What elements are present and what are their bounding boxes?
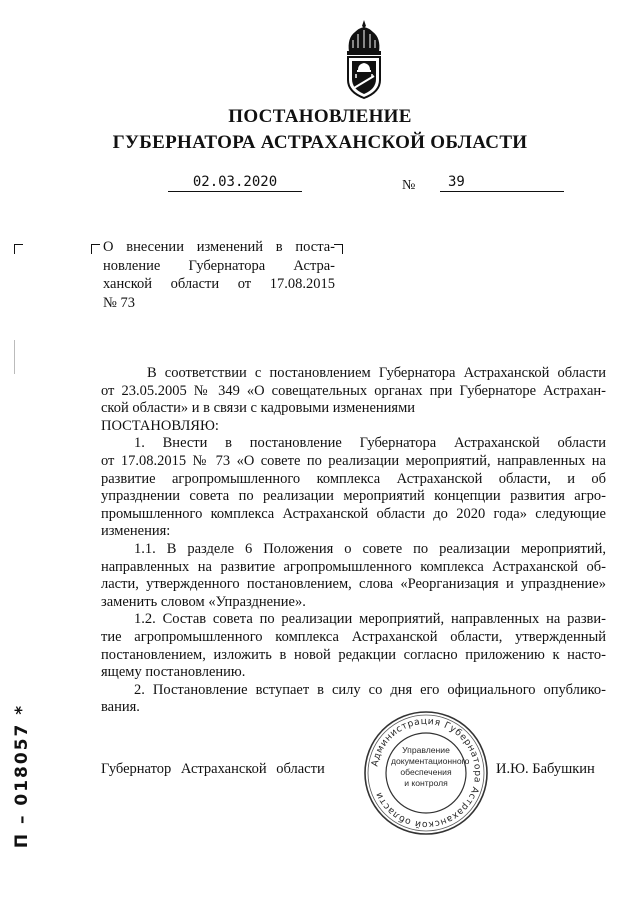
seal-center-line: Управление	[402, 745, 450, 755]
body-line: изменения:	[101, 523, 171, 540]
body-line: промышленного комплекса Астраханской области до 2020 года» следующие	[101, 505, 606, 522]
document-number: 39	[440, 174, 564, 192]
body-line: 1.2. Состав совета по реализации мероприятий, направленных на разви-	[134, 611, 606, 628]
subject-line: новление Губернатора Астра-	[103, 257, 335, 274]
seal-center-line: и контроля	[404, 778, 448, 788]
body-line: ящему постановлению.	[101, 664, 246, 681]
seal-center-line: документационного	[391, 756, 470, 766]
body-line: 1. Внести в постановление Губернатора Астраханской области	[134, 435, 606, 452]
body-line: от 23.05.2005 № 349 «О совещательных органах при Губернаторе Астрахан-	[101, 382, 606, 399]
body-line: В соответствии с постановлением Губернатора Астраханской области	[147, 365, 606, 381]
number-sign: №	[402, 178, 416, 193]
body-line: ской области» и в связи с кадровыми изменениями	[101, 400, 416, 417]
body-line: развитие агропромышленного комплекса Астраханской области, и об	[101, 470, 606, 487]
body-line: постановлением, изложить в новой редакции согласно приложению к насто-	[101, 646, 606, 663]
issuer-title: ГУБЕРНАТОРА АСТРАХАНСКОЙ ОБЛАСТИ	[112, 132, 528, 153]
seal-center-line: обеспечения	[400, 767, 452, 777]
subject-corner-mark-right	[334, 244, 343, 254]
subject-line: О внесении изменений в поста-	[103, 239, 335, 255]
document-date: 02.03.2020	[168, 174, 302, 192]
signatory-role: Губернатор Астраханской области	[101, 761, 325, 777]
signatory-name: И.Ю. Бабушкин	[496, 761, 595, 777]
seal-center-text	[391, 745, 470, 789]
document-subject	[103, 238, 335, 312]
document-type-title: ПОСТАНОВЛЕНИЕ	[228, 106, 412, 127]
document-body	[101, 365, 606, 717]
subject-corner-mark-left	[91, 244, 100, 254]
body-line: направленных на развитие агропромышленного комплекса Астраханской об-	[101, 558, 606, 575]
subject-line: № 73	[103, 294, 135, 311]
body-line: 2. Постановление вступает в силу со дня его официального опублико-	[134, 681, 606, 698]
margin-corner-mark	[14, 244, 23, 254]
body-line: ПОСТАНОВЛЯЮ:	[101, 417, 219, 434]
body-line: 1.1. В разделе 6 Положения о совете по реализации мероприятий,	[134, 540, 606, 557]
serial-number-stamp: П – 018057 *	[12, 703, 32, 849]
body-line: вания.	[101, 699, 140, 716]
body-line: от 17.08.2015 № 73 «О совете по реализации мероприятий, направленных на	[101, 452, 606, 469]
body-line: ласти, утвержденного постановлением, слова «Реорганизация и упразднение»	[101, 576, 606, 593]
margin-tick-mark	[14, 340, 15, 374]
body-line: тие агропромышленного комплекса Астраханской области, утвержденный	[101, 628, 606, 645]
seal-ring-text: Администрация Губернатора Астраханской области	[369, 715, 484, 831]
body-line: заменить словом «Упразднение».	[101, 593, 306, 610]
coat-of-arms-emblem	[337, 18, 391, 102]
subject-line: ханской области от 17.08.2015	[103, 276, 335, 292]
body-line: упразднении совета по реализации мероприятий концепции развития агро-	[101, 488, 606, 505]
